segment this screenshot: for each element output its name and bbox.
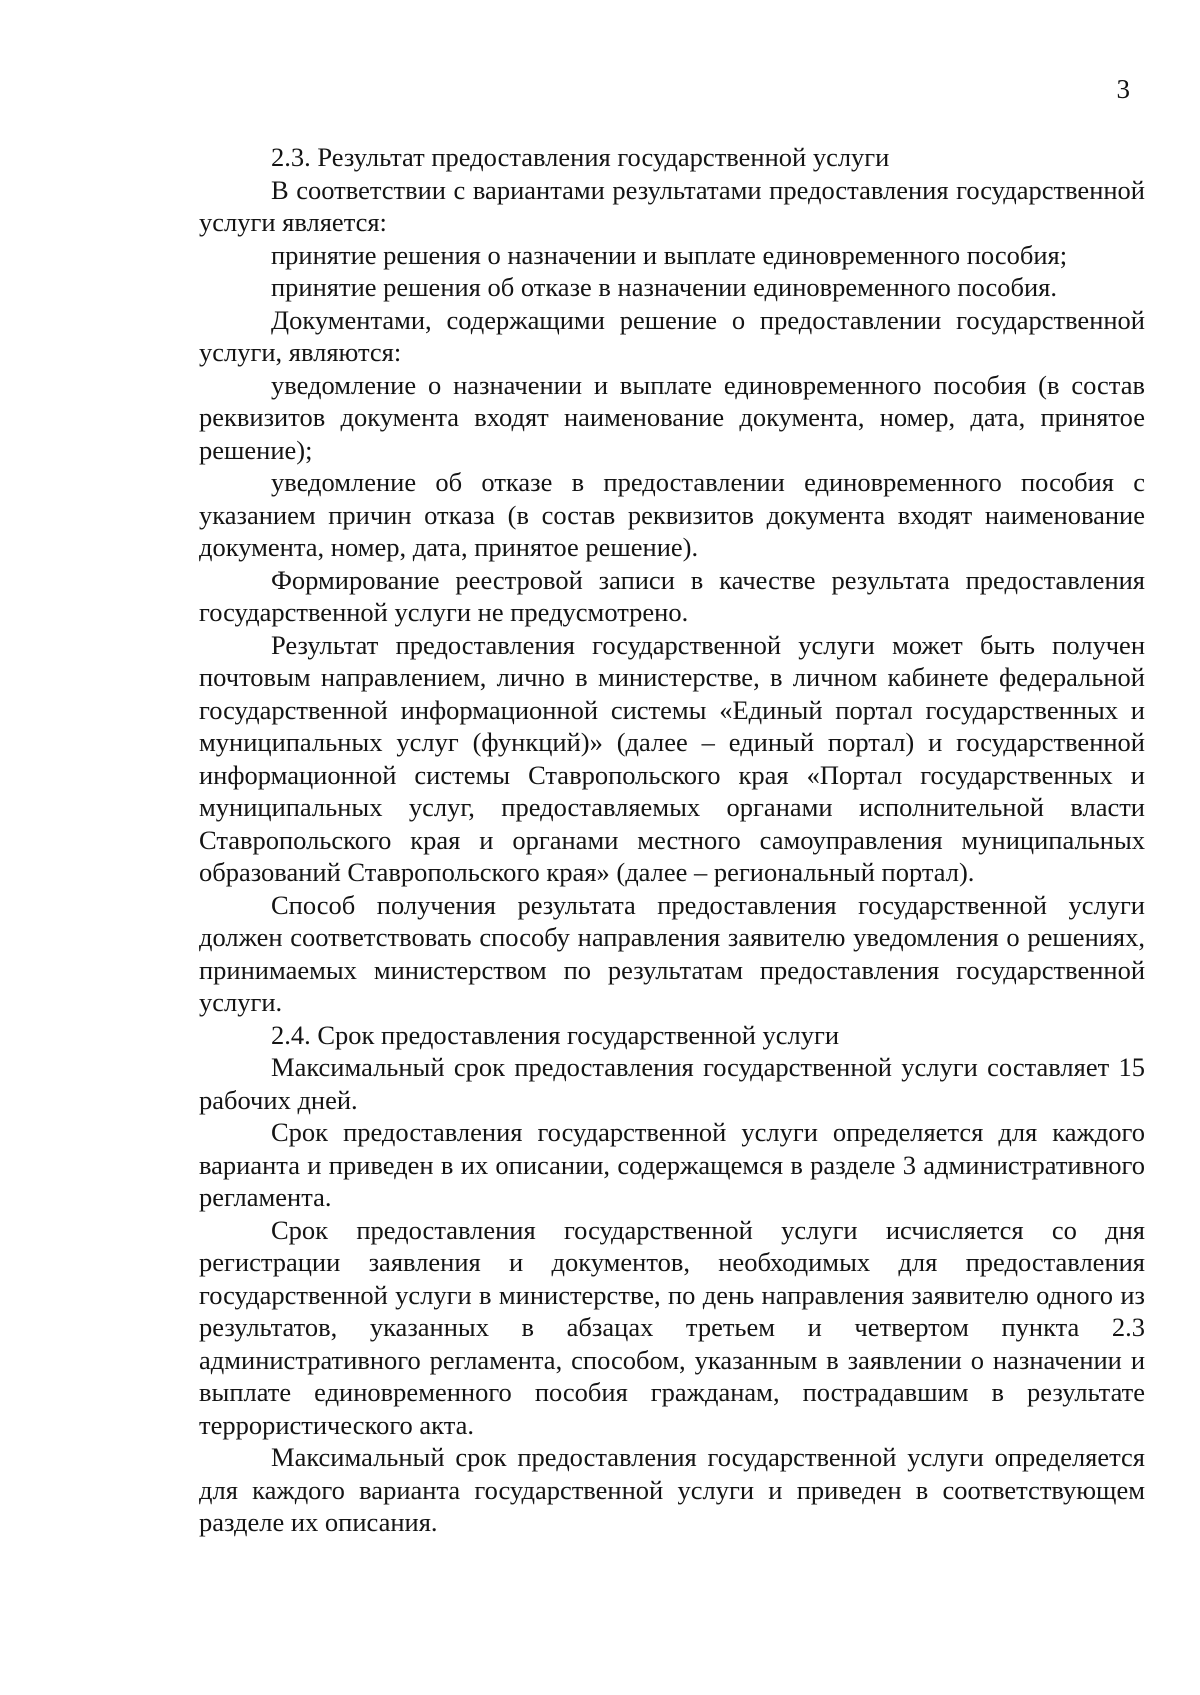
paragraph: Результат предоставления государственной услуги может быть получен почтовым направлением, лично в министерстве, в личном кабинете федеральной государственной информационной системы «Единый портал государственных и муниципальных услуг (функций)» (далее – единый портал) и государственной информационной системы Ставропольского края «Портал государственных и муниципальных услуг, предоставляемых органами исполнительной власти Ставропольского края и органами местного самоуправления муниципальных образований Ставропольского края» (далее – региональный портал). bbox=[199, 629, 1145, 887]
paragraph: Документами, содержащими решение о предоставлении государственной услуги, являются: bbox=[199, 304, 1145, 367]
list-item: уведомление о назначении и выплате единовременного пособия (в состав реквизитов документа входят наименование документа, номер, дата, принятое решение); bbox=[199, 369, 1145, 465]
paragraph: Срок предоставления государственной услуги определяется для каждого варианта и приведен в их описании, содержащемся в разделе 3 административного регламента. bbox=[199, 1117, 1145, 1212]
list-item: принятие решения об отказе в назначении единовременного пособия. bbox=[271, 272, 1057, 302]
list-item: принятие решения о назначении и выплате единовременного пособия; bbox=[271, 239, 1068, 270]
section-heading-2-3: 2.3. Результат предоставления государственной услуги bbox=[271, 142, 890, 172]
paragraph: Формирование реестровой записи в качестве результата предоставления государственной услуги не предусмотрено. bbox=[199, 564, 1145, 627]
paragraph: Способ получения результата предоставления государственной услуги должен соответствовать способу направления заявителю уведомления о решениях, принимаемых министерством по результатам предоставления государственной услуги. bbox=[199, 889, 1145, 1017]
page-number: 3 bbox=[1116, 74, 1130, 104]
paragraph: Максимальный срок предоставления государственной услуги определяется для каждого варианта государственной услуги и приведен в соответствующем разделе их описания. bbox=[199, 1442, 1145, 1537]
paragraph: Максимальный срок предоставления государственной услуги составляет 15 рабочих дней. bbox=[199, 1052, 1145, 1115]
paragraph: В соответствии с вариантами результатами предоставления государственной услуги является: bbox=[199, 174, 1145, 237]
paragraph: Срок предоставления государственной услуги исчисляется со дня регистрации заявления и документов, необходимых для предоставления государственной услуги в министерстве, по день направления заявителю одного из результатов, указанных в абзацах третьем и четвертом пункта 2.3 административного регламента, способом, указанным в заявлении о назначении и выплате единовременного пособия гражданам, пострадавшим в результате террористического акта. bbox=[199, 1214, 1145, 1440]
document-body bbox=[199, 141, 1145, 1539]
section-heading-2-4: 2.4. Срок предоставления государственной услуги bbox=[271, 1019, 840, 1050]
list-item: уведомление об отказе в предоставлении единовременного пособия с указанием причин отказа (в состав реквизитов документа входят наименование документа, номер, дата, принятое решение). bbox=[199, 467, 1145, 562]
